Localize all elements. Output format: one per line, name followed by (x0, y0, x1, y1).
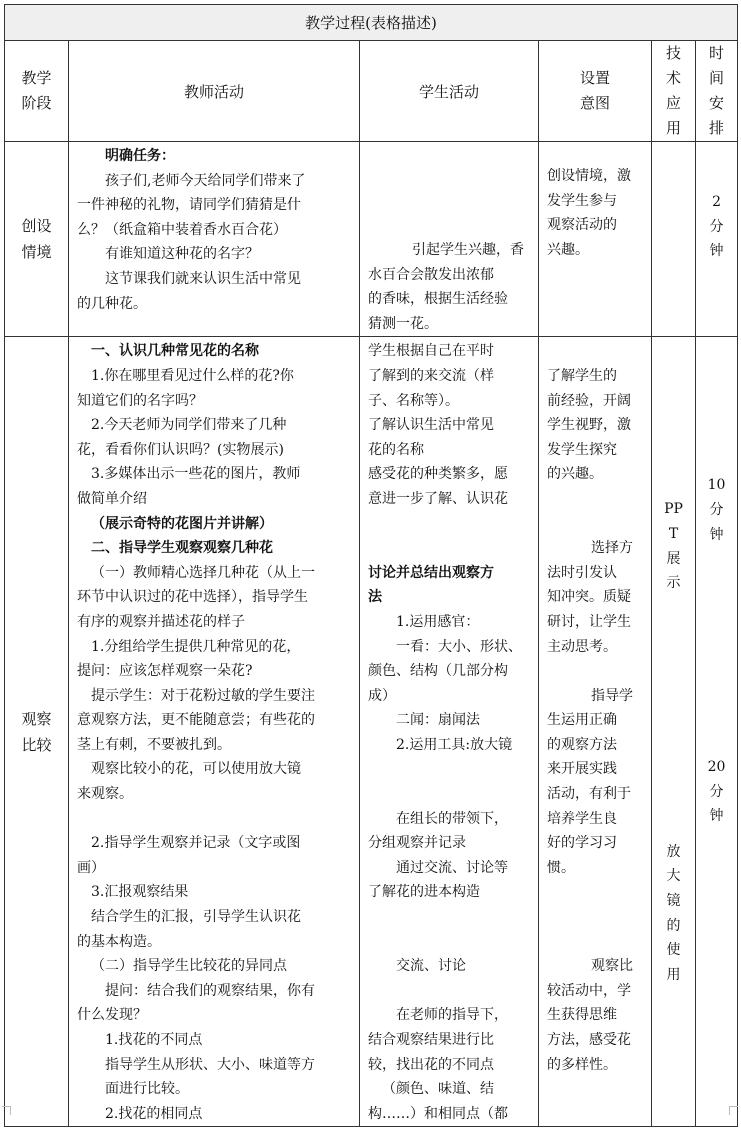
row2-student-lines-line: 花的名称 (368, 441, 424, 458)
row2-teacher-lines-line: 3.多媒体出示一些花的图片，教师 (91, 466, 301, 483)
row2-teacher-lines-line: 意观察方法，更不能随意尝；有些花的 (77, 712, 315, 729)
row2-tech-block1 (652, 337, 695, 595)
row2-teacher-lines-line: 指导学生从形状、大小、味道等方 (105, 1056, 315, 1073)
row2-student-lines-line (368, 905, 532, 930)
row2-student-lines-line: 通过交流、讨论等 (396, 859, 508, 876)
row2-intent-lines-line: 学生视野，激 (547, 417, 631, 434)
row2-tech-block2-line: 放 (666, 843, 681, 860)
row2-student-lines-line (368, 930, 532, 955)
row2-tech-block1-line: 展 (666, 550, 681, 567)
row2-intent-lines-line: 研讨，让学生 (547, 613, 631, 630)
row2-student-lines-line: 讨论并总结出观察方 (368, 564, 494, 581)
row2-intent-lines-line: 生运用正确 (547, 712, 617, 729)
row1-teacher-lines-line: 明确任务： (105, 148, 175, 164)
header-time-text-line: 时 (709, 44, 725, 62)
row2-teacher-lines-line: 做简单介绍 (77, 490, 147, 507)
row2-intent-lines-line: 的观察方法 (547, 736, 617, 753)
header-time-text-line: 安 (709, 94, 725, 112)
row2-tech-block1-line: 示 (666, 575, 681, 592)
row1-student-lines-line: 猜测一花。 (368, 315, 438, 332)
row2-teacher-lines-line: 面进行比较。 (105, 1081, 189, 1098)
row2-teacher-lines-line: 提示学生：对于花粉过敏的学生要注 (91, 687, 315, 704)
row1-teacher-lines-line: 么？（纸盒箱中装着香水百合花） (77, 221, 287, 238)
row2-teacher-lines-line: 观察比较小的花，可以使用放大镜 (91, 761, 301, 778)
row1-time-text-line: 钟 (709, 243, 724, 260)
row2-teacher-lines-line: 花，看看你们认识吗？(实物展示) (77, 441, 284, 458)
stage-create-situation (5, 142, 69, 337)
row2-student-lines-line: 法 (368, 589, 382, 606)
row2-intent-lines-line (547, 905, 645, 930)
row2-student-lines-line: 了解认识生活中常见 (368, 417, 494, 434)
row2-student-lines-line: 一看：大小、形状、 (396, 638, 522, 655)
row2-intent-lines-line (547, 339, 645, 364)
row2-tech-block2-line: 镜 (666, 892, 681, 909)
row2-student-lines-line: （颜色、味道、结 (382, 1081, 494, 1098)
row1-tech (652, 142, 696, 337)
row2-teacher-lines-line: 1.分组给学生提供几种常见的花， (91, 638, 301, 655)
row2-intent-lines-line: 培养学生良 (547, 810, 617, 827)
row1-teacher-lines-line: 这节课我们就来认识生活中常见 (105, 270, 301, 287)
row2-teacher-lines (77, 339, 353, 1126)
row2-tech-block1-line: PP (664, 501, 683, 518)
row2-intent-lines-line: 主动思考。 (547, 638, 617, 655)
header-intent-text-line: 设置 (579, 69, 610, 87)
header-student-activity: 学生活动 (360, 41, 539, 142)
row2-time (696, 337, 738, 1127)
row2-student-lines-line: 了解花的进本构造 (368, 884, 480, 901)
header-tech-text-line: 术 (665, 69, 681, 87)
header-stage-text-line: 阶段 (21, 94, 52, 112)
row2-teacher-lines-line: 2.找花的相同点 (105, 1105, 203, 1122)
row2-teacher-lines-line: 2.今天老师为同学们带来了几种 (91, 417, 287, 434)
row2-intent-lines-line: 好的学习习 (547, 835, 617, 852)
row1-intent-lines (547, 144, 645, 262)
row2-student-lines (368, 339, 532, 1126)
row2-time-block2-line: 分 (709, 783, 724, 800)
row2-student-activity (360, 337, 539, 1127)
header-tech-text-line: 用 (665, 119, 681, 137)
header-tech (652, 41, 696, 142)
row2-student-lines-line (368, 512, 532, 537)
row2-teacher-lines-line: 来观察。 (77, 786, 133, 803)
row2-student-lines-line: 较，找出花的不同点 (368, 1056, 494, 1073)
header-intent (539, 41, 652, 142)
row2-teacher-lines-line: 1.找花的不同点 (105, 1032, 203, 1048)
row1-teacher-activity (69, 142, 360, 337)
row2-student-lines-line (368, 782, 532, 807)
header-intent-text-line: 意图 (579, 94, 610, 112)
row1-student-lines-line: 的香味，根据生活经验 (368, 291, 508, 308)
row2-student-lines-line: 构……）和相同点（都 (368, 1105, 508, 1122)
row2-intent-lines-line: 方法，感受花 (547, 1032, 631, 1048)
row2-tech-block2-line: 使 (666, 942, 681, 959)
row2-intent-lines-line: 前经验，开阔 (547, 392, 631, 409)
row2-tech-block2-line: 大 (666, 868, 681, 885)
row2-student-lines-line: 分组观察并记录 (368, 835, 466, 852)
row2-intent-lines-line: 生获得思维 (547, 1007, 617, 1024)
row2-intent-lines-line: 来开展实践 (547, 761, 617, 778)
stage-observe-compare-text (5, 706, 68, 758)
row2-teacher-lines-line: 的基本构造。 (77, 933, 161, 950)
row2-intent-lines-line: 活动，有利于 (547, 786, 631, 803)
header-time (696, 41, 738, 142)
table-title: 教学过程(表格描述) (5, 5, 738, 41)
row1-intent-lines-line: 发学生参与 (547, 192, 617, 209)
header-teacher-activity: 教师活动 (69, 41, 360, 142)
row2-tech-block2 (652, 596, 695, 988)
row2-intent-lines-line: 惯。 (547, 859, 575, 876)
row2-student-lines-line: 二闻：扇闻法 (396, 712, 480, 729)
stage-create-situation-text-line: 创设 (21, 217, 52, 236)
row2-student-lines-line: 颜色、结构（几部分构 (368, 663, 508, 680)
row2-tech-block2-line: 的 (666, 917, 681, 934)
row2-teacher-lines-line: （二）指导学生比较花的异同点 (91, 958, 287, 975)
row2-time-block1-line: 钟 (709, 526, 724, 543)
row2-teacher-lines-line: 茎上有刺，不要被扎到。 (77, 736, 231, 753)
row2-intent-lines-line: 法时引发认 (547, 564, 617, 581)
page-corner-mark-left (2, 1106, 11, 1115)
row2-student-lines-line: 结合观察结果进行比 (368, 1032, 494, 1048)
row2-tech (652, 337, 696, 1127)
row2-student-lines-line (368, 536, 532, 561)
header-intent-text (539, 66, 651, 116)
row1-intent-lines-line: 创设情境，激 (547, 168, 631, 184)
row2-teacher-lines-line (77, 807, 353, 832)
row1-student-lines (368, 192, 532, 336)
row2-teacher-lines-line: 提问：应该怎样观察一朵花? (77, 663, 253, 680)
row2-intent (539, 337, 652, 1127)
row2-intent-lines-line: 较活动中，学 (547, 982, 631, 999)
row2-student-lines-line: 子、名称等）。 (368, 392, 459, 409)
row2-tech-block2-line: 用 (666, 966, 681, 983)
row2-teacher-lines-line: （展示奇特的花图片并讲解） (91, 515, 273, 532)
row1-teacher-lines-line: 的几种花。 (77, 295, 147, 312)
row2-teacher-lines-line: 结合学生的汇报，引导学生认识花 (91, 909, 301, 926)
row2-time-block2-line: 钟 (709, 808, 724, 825)
row2-teacher-lines-line: 二、指导学生观察观察几种花 (91, 540, 273, 557)
row2-teacher-lines-line: 2.指导学生观察并记录（文字或图 (91, 835, 301, 852)
row2-student-lines-line: 2.运用工具:放大镜 (396, 736, 513, 753)
header-stage (5, 41, 69, 142)
row2-teacher-lines-line: 3.汇报观察结果 (91, 884, 189, 901)
row2-time-block2-line: 20 (707, 759, 726, 776)
row2-student-lines-line (368, 979, 532, 1004)
header-tech-text-line: 应 (665, 94, 681, 112)
header-time-text (696, 41, 737, 141)
row2-intent-lines-line (547, 659, 645, 684)
row2-time-block1-line: 10 (707, 477, 726, 494)
row2-student-lines-line: 感受花的种类繁多，愿 (368, 466, 508, 483)
row1-time (696, 142, 738, 337)
row2-intent-lines-line: 的兴趣。 (547, 466, 603, 483)
row2-teacher-lines-line: 一、认识几种常见花的名称 (91, 343, 259, 360)
stage-create-situation-text-line: 情境 (21, 243, 52, 262)
row2-student-lines-line: 成） (368, 687, 396, 704)
header-row (5, 41, 738, 142)
row2-intent-lines (547, 339, 645, 1077)
row2-student-lines-line: 在组长的带领下， (396, 810, 508, 827)
header-tech-text-line: 技 (665, 44, 681, 62)
row1-time-text (696, 142, 737, 264)
stage-observe-compare-text-line: 观察 (21, 709, 52, 728)
header-stage-text-line: 教学 (21, 69, 52, 87)
row2-teacher-activity (69, 337, 360, 1127)
row2-student-lines-line: 意进一步了解、认识花 (368, 490, 508, 507)
lesson-plan-table (4, 4, 738, 1127)
header-time-text-line: 排 (709, 119, 725, 137)
row2-student-lines-line: 交流、讨论 (396, 958, 466, 975)
row2-intent-lines-line (547, 487, 645, 512)
stage-create-situation-text (5, 213, 68, 265)
row2-time-block1-line: 分 (709, 501, 724, 518)
header-time-text-line: 间 (709, 69, 725, 87)
row2-intent-lines-line: 了解学生的 (547, 367, 617, 384)
row2-intent-lines-line: 发学生探究 (547, 441, 617, 458)
row2-teacher-lines-line: 画） (77, 859, 105, 876)
row2-intent-lines-line (547, 512, 645, 537)
row2-intent-lines-line: 指导学 (591, 687, 633, 704)
row-observe-compare (5, 337, 738, 1127)
row2-student-lines-line: 1.运用感官： (396, 613, 480, 630)
row2-teacher-lines-line: 什么发现？ (77, 1007, 147, 1024)
row2-student-lines-line (368, 757, 532, 782)
row2-student-lines-line: 了解到的来交流（样 (368, 367, 494, 384)
row2-intent-lines-line (547, 880, 645, 905)
row1-student-lines-line: 引起学生兴趣，香 (412, 242, 524, 258)
row1-teacher-lines-line: 有谁知道这种花的名字？ (105, 246, 259, 263)
row2-intent-lines-line: 选择方 (591, 540, 633, 557)
row2-intent-lines-line: 的多样性。 (547, 1056, 617, 1073)
header-stage-text (5, 66, 68, 116)
row2-student-lines-line: 学生根据自己在平时 (368, 343, 494, 360)
row2-teacher-lines-line: 知道它们的名字吗？ (77, 392, 203, 409)
row2-teacher-lines-line: （一）教师精心选择几种花（从上一 (91, 564, 315, 581)
row2-time-block2 (696, 547, 737, 829)
row2-time-block1 (696, 337, 737, 547)
row2-teacher-lines-line: 1.你在哪里看见过什么样的花?你 (91, 367, 294, 384)
page-corner-mark-right (729, 1106, 738, 1115)
row1-teacher-lines-line: 孩子们,老师今天给同学们带来了 (105, 172, 306, 189)
row2-teacher-lines-line: 环节中认识过的花中选择），指导学生 (77, 589, 308, 606)
stage-observe-compare-text-line: 比较 (21, 735, 52, 754)
row2-teacher-lines-line: 提问：结合我们的观察结果，你有 (105, 982, 315, 999)
row1-intent (539, 142, 652, 337)
row1-teacher-lines-line: 一件神秘的礼物，请同学们猜猜是什 (77, 197, 301, 214)
row1-time-text-line: 分 (709, 218, 724, 235)
row1-student-lines-line: 水百合会散发出浓郁 (368, 266, 494, 283)
row1-time-text-line: 2 (712, 194, 721, 210)
row1-intent-lines-line: 观察活动的 (547, 217, 617, 234)
stage-observe-compare (5, 337, 69, 1127)
row-create-situation (5, 142, 738, 337)
row2-tech-block1-line: T (668, 525, 679, 542)
row1-student-activity (360, 142, 539, 337)
row2-intent-lines-line (547, 930, 645, 955)
row2-intent-lines-line: 观察比 (591, 958, 633, 975)
row1-teacher-lines (77, 144, 353, 316)
header-tech-text (652, 41, 695, 141)
row2-intent-lines-line: 知冲突。质疑 (547, 589, 631, 606)
row2-teacher-lines-line: 有序的观察并描述花的样子 (77, 613, 245, 630)
row1-intent-lines-line: 兴趣。 (547, 241, 589, 258)
row2-student-lines-line: 在老师的指导下， (396, 1007, 508, 1024)
